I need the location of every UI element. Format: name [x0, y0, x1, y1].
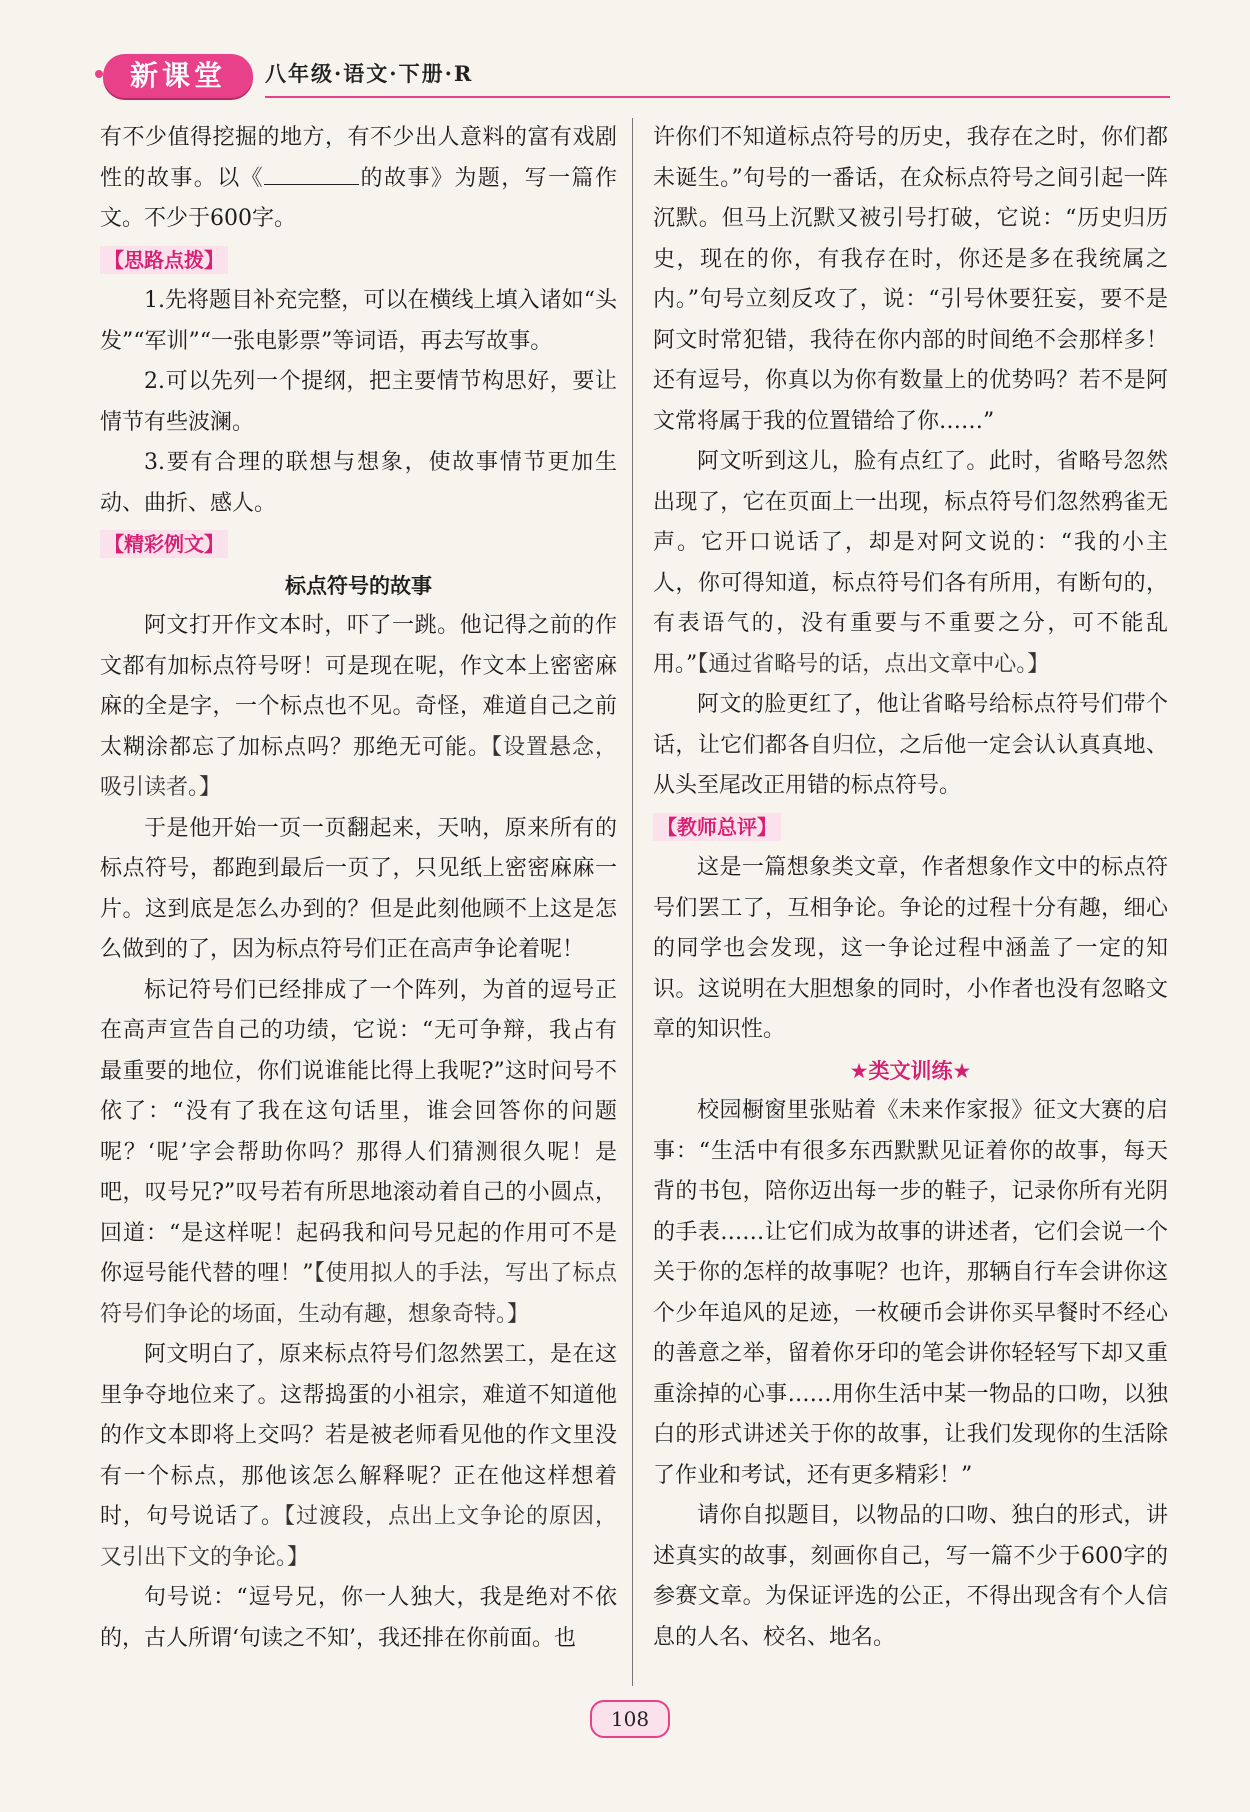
tip-1: 1.先将题目补充完整，可以在横线上填入诸如“头发”“军训”“一张电影票”等词语，再去写故事。 [100, 288, 617, 354]
intro-part1: 有不少值得挖掘的地方，有不少出人意料的富有戏剧性的故事。以《 [100, 125, 617, 191]
annotation: 【过渡段，点出上文争论的原因，又引出下文的争论。】 [100, 1504, 617, 1570]
annotation: 【设置悬念，吸引读者。】 [100, 734, 617, 800]
training-task: 请你自拟题目，以物品的口吻、独白的形式，讲述真实的故事，刻画你自己，写一篇不少于600字的参赛文章。为保证评选的公正，不得出现含有个人信息的人名、校名、地名。 [653, 1503, 1168, 1650]
para-text: 阿文明白了，原来标点符号们忽然罢工，是在这里争夺地位来了。这帮捣蛋的小祖宗，难道不知道他的作文本即将上交吗？若是被老师看见他的作文里没有一个标点，那他该怎么解释呢？正在他这样想着时，句号说话了。 [100, 1342, 617, 1529]
essay-para-1 [100, 606, 617, 809]
header-rule [265, 96, 1170, 98]
page-number: 108 [590, 1700, 670, 1738]
title-blank [264, 160, 359, 185]
page-header [95, 52, 1170, 112]
grade-label: 八年级·语文·下册·R [265, 61, 474, 86]
essay-para-6 [653, 442, 1168, 685]
para-text: 阿文打开作文本时，吓了一跳。他记得之前的作文都有加标点符号呀！可是现在呢，作文本上密密麻麻的全是字，一个标点也不见。奇怪，难道自己之前太糊涂都忘了加标点吗？那绝无可能。 [100, 613, 617, 760]
column-divider [632, 118, 633, 1686]
essay-para-7: 阿文的脸更红了，他让省略号给标点符号们带个话，让它们都各自归位，之后他一定会认认真真地、从头至尾改正用错的标点符号。 [653, 692, 1168, 798]
annotation: 【通过省略号的话，点出文章中心。】 [697, 651, 1050, 677]
tip-2: 2.可以先列一个提纲，把主要情节构思好，要让情节有些波澜。 [100, 369, 617, 435]
logo: 新课堂 [103, 54, 253, 98]
annotation: 【使用拟人的手法，写出了标点符号们争论的场面，生动有趣，想象奇特。】 [100, 1261, 617, 1327]
left-column [100, 118, 617, 1659]
section-tag-sample: 【精彩例文】 [100, 530, 228, 558]
teacher-review: 这是一篇想象类文章，作者想象作文中的标点符号们罢工了，互相争论。争论的过程十分有趣，细心的同学也会发现，这一争论过程中涵盖了一定的知识。这说明在大胆想象的同时，小作者也没有忽略文章的知识性。 [653, 855, 1168, 1042]
essay-para-2: 于是他开始一页一页翻起来，天呐，原来所有的标点符号，都跑到最后一页了，只见纸上密密麻麻一片。这到底是怎么办到的？但是此刻他顾不上这是怎么做到的了，因为标点符号们正在高声争论着呢！ [100, 815, 617, 962]
section-tag-review: 【教师总评】 [653, 813, 781, 841]
right-column [653, 118, 1168, 1658]
tip-3: 3.要有合理的联想与想象，使故事情节更加生动、曲折、感人。 [100, 450, 617, 516]
section-tag-tips: 【思路点拨】 [100, 246, 228, 274]
essay-para-5: 句号说：“逗号兄，你一人独大，我是绝对不依的，古人所谓‘句读之不知’，我还排在你前面。也 [100, 1585, 617, 1651]
dot-icon [95, 70, 103, 78]
training-prompt: 校园橱窗里张贴着《未来作家报》征文大赛的启事：“生活中有很多东西默默见证着你的故事，每天背的书包，陪你迈出每一步的鞋子，记录你所有光阴的手表……让它们成为故事的讲述者，它们会说一个关于你的怎样的故事呢？也许，那辆自行车会讲你这个少年追风的足迹，一枚硬币会讲你买早餐时不经心的善意之举，留着你牙印的笔会讲你轻轻写下却又重重涂掉的心事……用你生活中某一物品的口吻，以独白的形式讲述关于你的故事，让我们发现你的生活除了作业和考试，还有更多精彩！” [653, 1098, 1168, 1488]
intro-text [100, 118, 617, 240]
essay-title: 标点符号的故事 [285, 573, 432, 598]
essay-para-3 [100, 971, 617, 1336]
para-text: 标记符号们已经排成了一个阵列，为首的逗号正在高声宣告自己的功绩，它说：“无可争辩，我占有最重要的地位，你们说谁能比得上我呢?”这时问号不依了：“没有了我在这句话里，谁会回答你的问题呢？‘呢’字会帮助你吗？那得人们猜测很久呢！是吧，叹号兄?”叹号若有所思地滚动着自己的小圆点，回道：“是这样呢！起码我和问号兄起的作用可不是你逗号能代替的哩！” [100, 977, 617, 1286]
para-text: 阿文听到这儿，脸有点红了。此时，省略号忽然出现了，它在页面上一出现，标点符号们忽然鸦雀无声。它开口说话了，却是对阿文说的：“我的小主人，你可得知道，标点符号们各有所用，有断句的，有表语气的，没有重要与不重要之分，可不能乱用。” [653, 449, 1168, 677]
intro-part2: 的故事》为题，写一篇作文。不少于600字。 [100, 165, 617, 231]
essay-para-4 [100, 1335, 617, 1578]
training-title: ★类文训练★ [849, 1058, 972, 1083]
essay-para-5-cont: 许你们不知道标点符号的历史，我存在之时，你们都未诞生。”句号的一番话，在众标点符号之间引起一阵沉默。但马上沉默又被引号打破，它说：“历史归历史，现在的你，有我存在时，你还是多在我统属之内。”句号立刻反攻了，说：“引号休要狂妄，要不是阿文时常犯错，我待在你内部的时间绝不会那样多！还有逗号，你真以为你有数量上的优势吗？若不是阿文常将属于我的位置错给了你……” [653, 125, 1168, 434]
